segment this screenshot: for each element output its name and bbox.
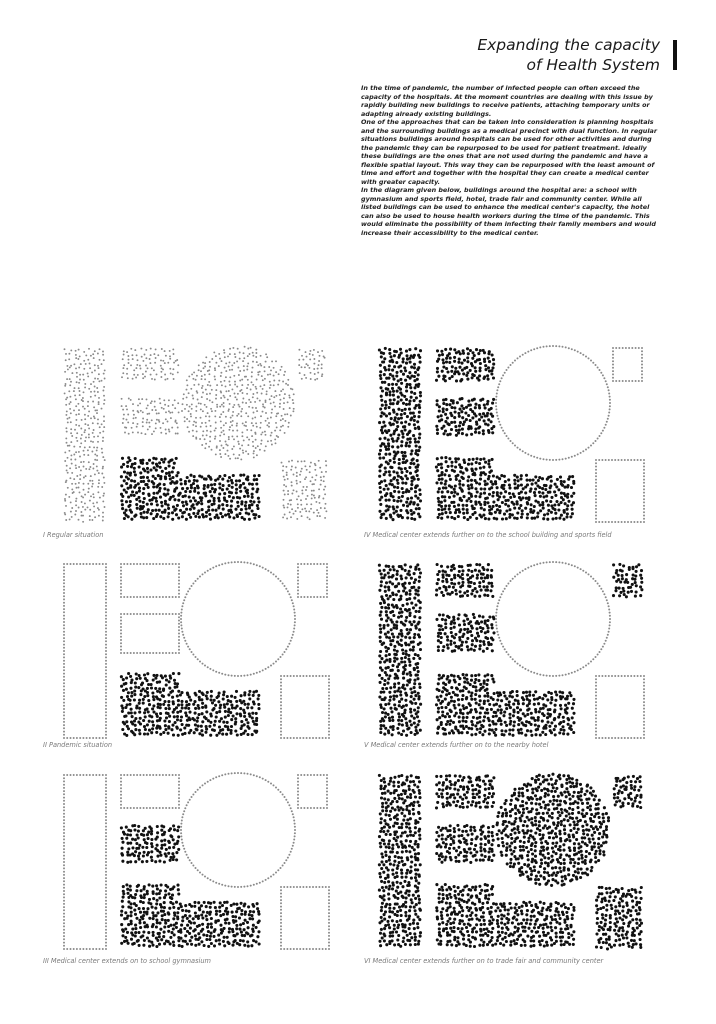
building-community [281, 460, 328, 521]
intro-paragraph: In the diagram given below, buildings around the hospital are: a school with gymnasium and sports field, hotel, trade fair and community center. While all listed buildings can be used to enhance the medical center's capacity, the hotel can also be used to house health workers during the time of the pandemic. This would eliminate the possibility of them infecting their family members and would increase their accessibility to the medical center. [361, 186, 656, 237]
building-school [435, 397, 495, 437]
building-gym [435, 774, 496, 809]
building-hotel [297, 774, 328, 809]
building-field [63, 774, 107, 950]
title-line-2: of Health System [526, 56, 660, 74]
building-gym [435, 563, 494, 598]
diagram-panel-5 [377, 561, 667, 741]
site-plan-4 [377, 345, 667, 525]
title-line-1: Expanding the capacity [477, 36, 660, 54]
building-trade [180, 772, 296, 888]
caption-panel-4: IV Medical center extends further on to the school building and sports field [364, 531, 612, 539]
building-hotel [613, 775, 643, 809]
site-plan-3 [62, 772, 352, 952]
building-field [63, 563, 107, 739]
caption-panel-6: VI Medical center extends further on to trade fair and community center [364, 957, 604, 965]
building-school [121, 398, 180, 436]
building-hospital [435, 883, 575, 948]
intro-text [361, 84, 663, 237]
caption-panel-3: III Medical center extends on to school gymnasium [43, 957, 211, 965]
intro-paragraph: One of the approaches that can be taken into consideration is planning hospitals and the surrounding buildings as a medical precinct with dual function. In regular situations buildings around hospitals can be used for other activities and during the pandemic they can be repurposed to be used for patient treatment. Ideally these buildings are the ones that are not used during the pandemic and have a flexible spatial layout. This way they can be repurposed with the least amount of time and effort and together with the hospital they can create a medical center with greater capacity. [361, 118, 658, 186]
building-gym [435, 347, 495, 382]
caption-panel-1: I Regular situation [43, 531, 104, 539]
diagram-panel-2 [62, 561, 352, 741]
building-trade [181, 346, 295, 461]
building-hospital [120, 883, 261, 948]
building-hotel [297, 563, 328, 598]
site-plan-6 [377, 772, 667, 952]
title-accent-bar [673, 40, 677, 70]
diagram-panel-1 [62, 345, 352, 525]
site-plan-1 [62, 345, 352, 525]
building-hospital [120, 456, 261, 521]
intro-paragraph: In the time of pandemic, the number of infected people can often exceed the capacity of the hospitals. At the moment countries are dealing with this issue by rapidly building new buildings to receive patients, attaching temporary units or adapting already existing buildings. [361, 84, 653, 118]
building-hotel [612, 563, 644, 599]
building-school [435, 824, 495, 864]
building-school [120, 613, 180, 654]
diagram-panel-3 [62, 772, 352, 952]
caption-panel-2: II Pandemic situation [43, 741, 113, 749]
building-trade [495, 345, 611, 461]
building-field [378, 347, 422, 521]
building-community [595, 459, 645, 523]
building-trade [180, 561, 296, 677]
building-community [595, 675, 645, 739]
building-hospital [120, 672, 261, 737]
building-hotel [298, 349, 325, 381]
building-community [280, 675, 330, 739]
building-trade [495, 561, 611, 677]
page-title [360, 35, 660, 75]
building-gym [120, 563, 180, 598]
building-field [378, 563, 422, 737]
building-field [64, 348, 106, 523]
diagram-panel-4 [377, 345, 667, 525]
building-school [435, 613, 495, 653]
building-hospital [435, 673, 576, 737]
caption-panel-5: V Medical center extends further on to the nearby hotel [364, 741, 549, 749]
building-gym [120, 774, 180, 809]
building-gym [121, 348, 179, 381]
building-community [595, 886, 643, 951]
building-community [280, 886, 330, 950]
site-plan-2 [62, 561, 352, 741]
building-school [120, 824, 180, 864]
building-trade [496, 773, 611, 887]
site-plan-5 [377, 561, 667, 741]
building-field [378, 774, 422, 948]
diagram-panel-6 [377, 772, 667, 952]
building-hotel [612, 347, 643, 382]
building-hospital [435, 456, 575, 521]
